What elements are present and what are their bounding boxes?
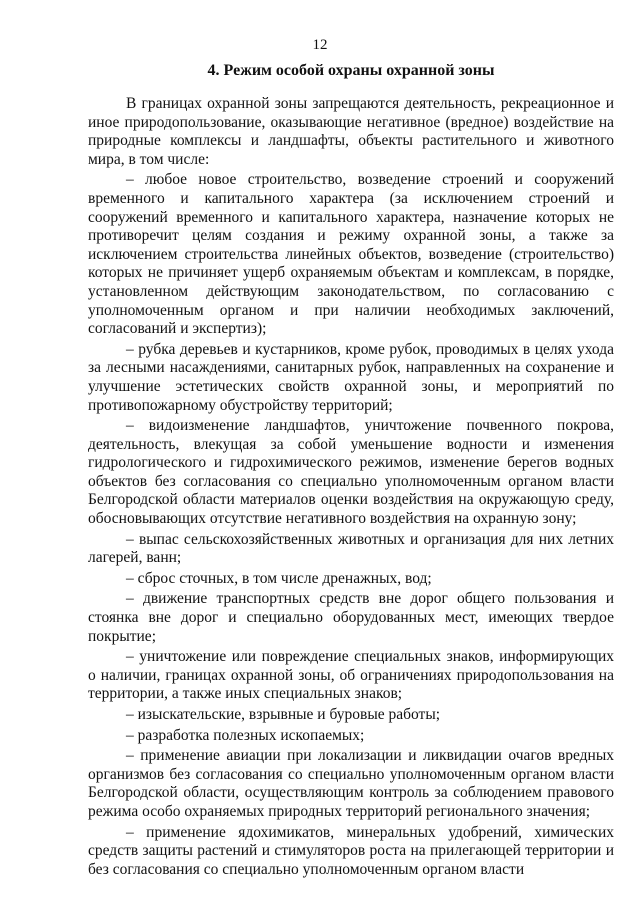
list-item-surveying: – изыскательские, взрывные и буровые работы; (126, 706, 441, 723)
page-number: 12 (312, 37, 328, 53)
section-title: 4. Режим особой охраны охранной зоны (207, 62, 495, 79)
list-item-aviation: – применение авиации при локализации и ликвидации очагов вредных организмов без согласования со специально уполномоченным органом власти Белгородской области, осуществляющим контроль за соблюдением правового режима особо охраняемых природных территорий регионального значения; (88, 747, 614, 820)
list-item-logging: – рубка деревьев и кустарников, кроме рубок, проводимых в целях ухода за лесными насаждениями, санитарных рубок, направленных на сохранение и улучшение эстетических свойств охранной зоны, и мероприятий по противопожарному обустройству территорий; (88, 340, 614, 414)
paragraph-intro: В границах охранной зоны запрещаются деятельность, рекреационное и иное природопользование, оказывающие негативное (вредное) воздействие на природные комплексы и ландшафты, объекты растительного и животного мира, в том числе: (88, 95, 614, 168)
list-item-landscape-change: – видоизменение ландшафтов, уничтожение почвенного покрова, деятельность, влекущая за собой уменьшение водности и изменения гидрологического и гидрохимического режимов, изменение берегов водных объектов без согласования со специально уполномоченным органом власти Белгородской области материалов оценки воздействия на окружающую среду, обосновывающих отсутствие негативного воздействия на охранную зону; (88, 417, 614, 528)
list-item-vehicles: – движение транспортных средств вне дорог общего пользования и стоянка вне дорог и специально оборудованных мест, имеющих твердое покрытие; (88, 590, 614, 645)
list-item-grazing: – выпас сельскохозяйственных животных и организация для них летних лагерей, ванн; (88, 530, 614, 567)
list-item-mining: – разработка полезных ископаемых; (126, 726, 365, 744)
list-item-signs: – уничтожение или повреждение специальных знаков, информирующих о наличии, границах охранной зоны, об ограничениях природопользования на территории, а также иных специальных знаков; (88, 648, 614, 703)
document-body (88, 95, 614, 879)
list-item-construction: – любое новое строительство, возведение строений и сооружений временного и капитального характера (за исключением строений и сооружений временного и капитального характера, назначение которых не противоречит целям создания и режиму охранной зоны, а также за исключением строительства линейных объектов, возведение (строительство) которых не причиняет ущерб охраняемым объектам и комплексам, в порядке, установленном действующим законодательством, по согласованию с уполномоченным органом и при наличии необходимых заключений, согласований и экспертиз); (88, 171, 614, 338)
list-item-wastewater: – сброс сточных, в том числе дренажных, вод; (126, 569, 432, 587)
list-item-chemicals: – применение ядохимикатов, минеральных удобрений, химических средств защиты растений и стимуляторов роста на прилегающей территории и без согласования со специально уполномоченным органом власти (88, 823, 614, 878)
